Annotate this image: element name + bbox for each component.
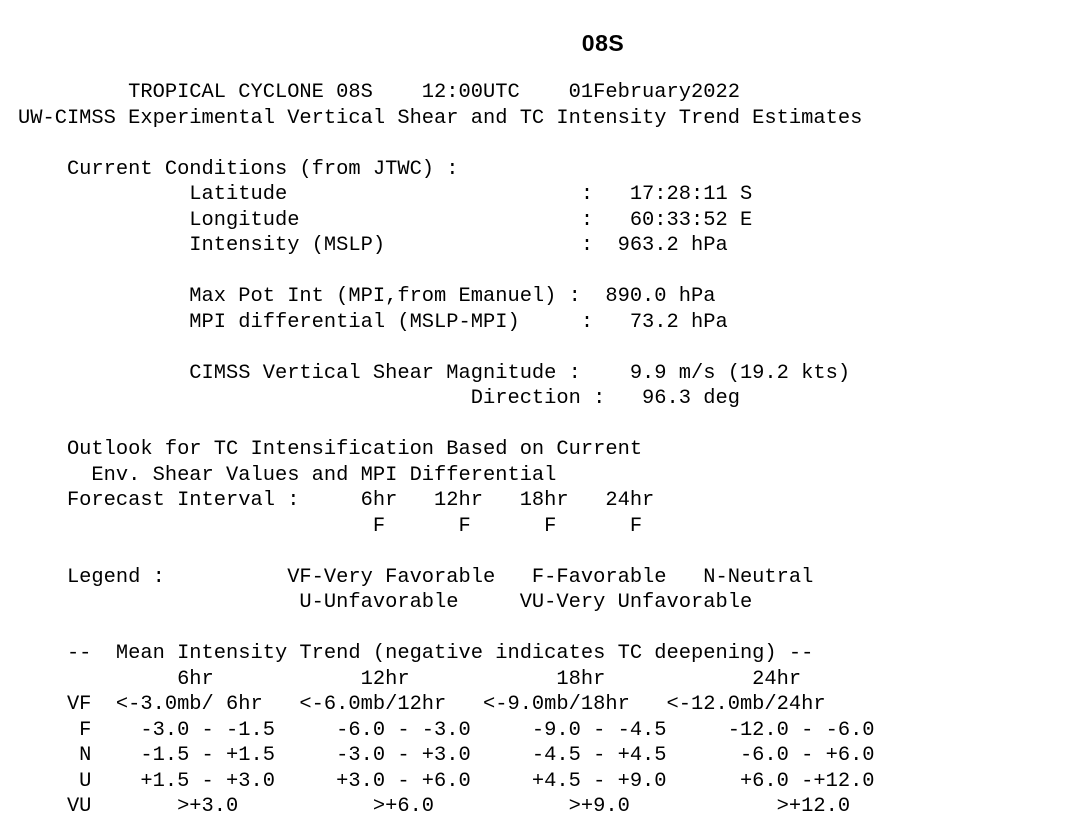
trend-row-vu: VU >+3.0 >+6.0 >+9.0 >+12.0: [18, 795, 851, 818]
report-header-line: TROPICAL CYCLONE 08S 12:00UTC 01February2022: [18, 81, 740, 104]
outlook-heading: Outlook for TC Intensification Based on Current: [18, 438, 643, 461]
report-subtitle-line: UW-CIMSS Experimental Vertical Shear and TC Intensity Trend Estimates: [18, 106, 863, 130]
trend-row-f: F -3.0 - -1.5 -6.0 - -3.0 -9.0 - -4.5 -12.0 - -6.0: [18, 718, 875, 742]
forecast-interval-row: Forecast Interval : 6hr 12hr 18hr 24hr: [18, 489, 655, 512]
trend-row-vf: VF <-3.0mb/ 6hr <-6.0mb/12hr <-9.0mb/18hr <-12.0mb/24hr: [18, 693, 826, 716]
legend-row-1: Legend : VF-Very Favorable F-Favorable N-Neutral: [18, 565, 814, 589]
shear-direction-row: Direction : 96.3 deg: [18, 387, 740, 410]
conditions-heading: Current Conditions (from JTWC) :: [18, 157, 459, 181]
intensity-row: Intensity (MSLP) : 963.2 hPa: [18, 234, 728, 257]
mpi-row: Max Pot Int (MPI,from Emanuel) : 890.0 hPa: [18, 285, 716, 308]
trend-column-headers: 6hr 12hr 18hr 24hr: [18, 667, 802, 691]
forecast-values-row: F F F F: [18, 514, 643, 538]
page-title: 08S: [581, 30, 625, 56]
shear-magnitude-row: CIMSS Vertical Shear Magnitude : 9.9 m/s (19.2 kts): [18, 361, 851, 385]
shear-report: [18, 80, 875, 820]
trend-row-n: N -1.5 - +1.5 -3.0 - +3.0 -4.5 - +4.5 -6.0 - +6.0: [18, 744, 875, 767]
trend-row-u: U +1.5 - +3.0 +3.0 - +6.0 +4.5 - +9.0 +6.0 -+12.0: [18, 769, 875, 793]
outlook-subheading: Env. Shear Values and MPI Differential: [18, 463, 557, 487]
trend-heading: -- Mean Intensity Trend (negative indicates TC deepening) --: [18, 642, 814, 665]
latitude-row: Latitude : 17:28:11 S: [18, 183, 753, 206]
legend-row-2: U-Unfavorable VU-Very Unfavorable: [18, 591, 753, 614]
longitude-row: Longitude : 60:33:52 E: [18, 208, 753, 232]
mpi-differential-row: MPI differential (MSLP-MPI) : 73.2 hPa: [18, 310, 728, 334]
